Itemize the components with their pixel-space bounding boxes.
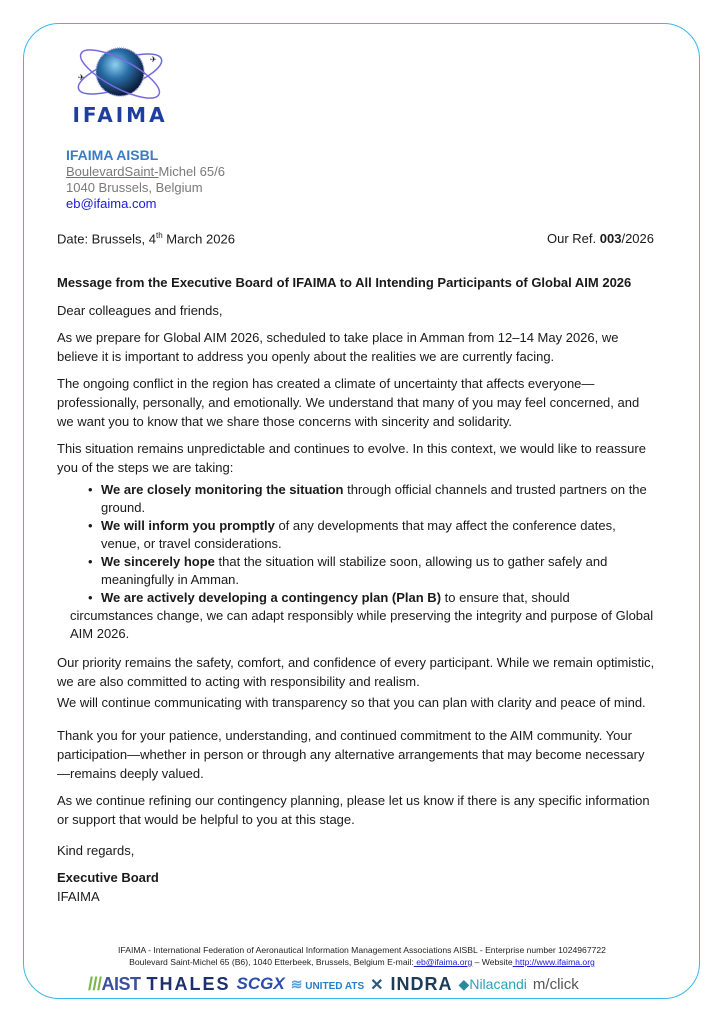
steps-list [57, 481, 657, 643]
sponsor-mclick-logo: m/click [532, 975, 579, 993]
paragraph-7: As we continue refining our contingency planning, please let us know if there is any specific information or support that would be helpful to you at this stage. [57, 793, 650, 827]
footer-email-link[interactable]: eb@ifaima.org [413, 957, 473, 967]
sponsor-nilacandi-logo: ◆Nilacandi [458, 975, 527, 992]
footer-website-link[interactable]: http://www.ifaima.org [512, 957, 595, 967]
signature [57, 868, 657, 906]
footer-line-2: Boulevard Saint-Michel 65 (B6), 1040 Etterbeek, Brussels, Belgium E-mail: eb@ifaima.org – Website http://www.ifaima.org [129, 957, 595, 967]
address-line-1: BoulevardSaint-Michel 65/6 [66, 164, 225, 179]
sponsor-indra-logo: ✕ INDRA [370, 973, 453, 994]
signature-title: Executive Board [57, 870, 159, 885]
org-name: IFAIMA AISBL [66, 147, 159, 163]
sponsor-thales-logo: THALES [146, 973, 231, 994]
sponsor-logos [88, 973, 648, 995]
globe-logo-icon [64, 44, 176, 126]
date-ref-line [57, 231, 654, 246]
svg-text:✈: ✈ [150, 55, 157, 64]
paragraph-4: Our priority remains the safety, comfort, and confidence of every participant. While we remain optimistic, we are also committed to acting with responsibility and realism. [57, 655, 655, 689]
letter-reference: Our Ref. 003/2026 [547, 231, 654, 246]
letter-subject: Message from the Executive Board of IFAIMA to All Intending Participants of Global AIM 2026 [57, 275, 632, 290]
greeting: Dear colleagues and friends, [57, 303, 223, 318]
paragraph-5: We will continue communicating with transparency so that you can plan with clarity and peace of mind. [57, 695, 646, 710]
list-item: • We are closely monitoring the situation through official channels and trusted partners on the ground. [101, 481, 657, 517]
paragraph-6: Thank you for your patience, understanding, and continued commitment to the AIM community. Your participation—whether in person or through any alternative arrangements that may become necessary—remains deeply valued. [57, 728, 645, 781]
list-item: • We will inform you promptly of any developments that may affect the conference dates, venue, or travel considerations. [101, 517, 657, 553]
address-line-2: 1040 Brussels, Belgium [66, 180, 203, 195]
paragraph-1: As we prepare for Global AIM 2026, scheduled to take place in Amman from 12–14 May 2026, we believe it is important to address you openly about the realities we are currently facing. [57, 330, 619, 364]
svg-text:✈: ✈ [78, 73, 85, 82]
ifaima-logo [64, 44, 176, 126]
closing: Kind regards, [57, 843, 135, 858]
list-item: • We are actively developing a contingency plan (Plan B) to ensure that, should circumstances change, we can adapt responsibly while preserving the integrity and purpose of Global AIM 2026. [101, 589, 657, 643]
letterhead-address [66, 147, 225, 212]
letter-body [57, 301, 657, 906]
sponsor-scgx-logo: SCGX [236, 974, 285, 993]
indra-x-icon: ✕ [370, 976, 385, 994]
list-item: • We sincerely hope that the situation will stabilize soon, allowing us to gather safely and meaningfully in Amman. [101, 553, 657, 589]
diamond-icon: ◆ [458, 975, 470, 992]
paragraph-2: The ongoing conflict in the region has created a climate of uncertainty that affects everyone—professionally, personally, and emotionally. We understand that many of you may feel concerned, and we want you to know that we share those concerns with sincerity and solidarity. [57, 376, 640, 429]
letterhead-email-link[interactable]: eb@ifaima.com [66, 196, 157, 211]
paragraph-3: This situation remains unpredictable and continues to evolve. In this context, we would like to reassure you of the steps we are taking: [57, 441, 646, 475]
svg-text:IFAIMA: IFAIMA [72, 103, 168, 126]
signature-org: IFAIMA [57, 889, 100, 904]
page-footer [0, 944, 724, 968]
sponsor-aist-logo: ///AIST [88, 973, 141, 994]
wave-icon: ≋ [290, 975, 303, 992]
footer-line-1: IFAIMA - International Federation of Aeronautical Information Management Associations AISBL - Enterprise number 1024967722 [118, 945, 606, 955]
letter-date: Date: Brussels, 4th March 2026 [57, 231, 235, 247]
sponsor-united-ats-logo: ≋ UNITED ATS [290, 975, 365, 992]
